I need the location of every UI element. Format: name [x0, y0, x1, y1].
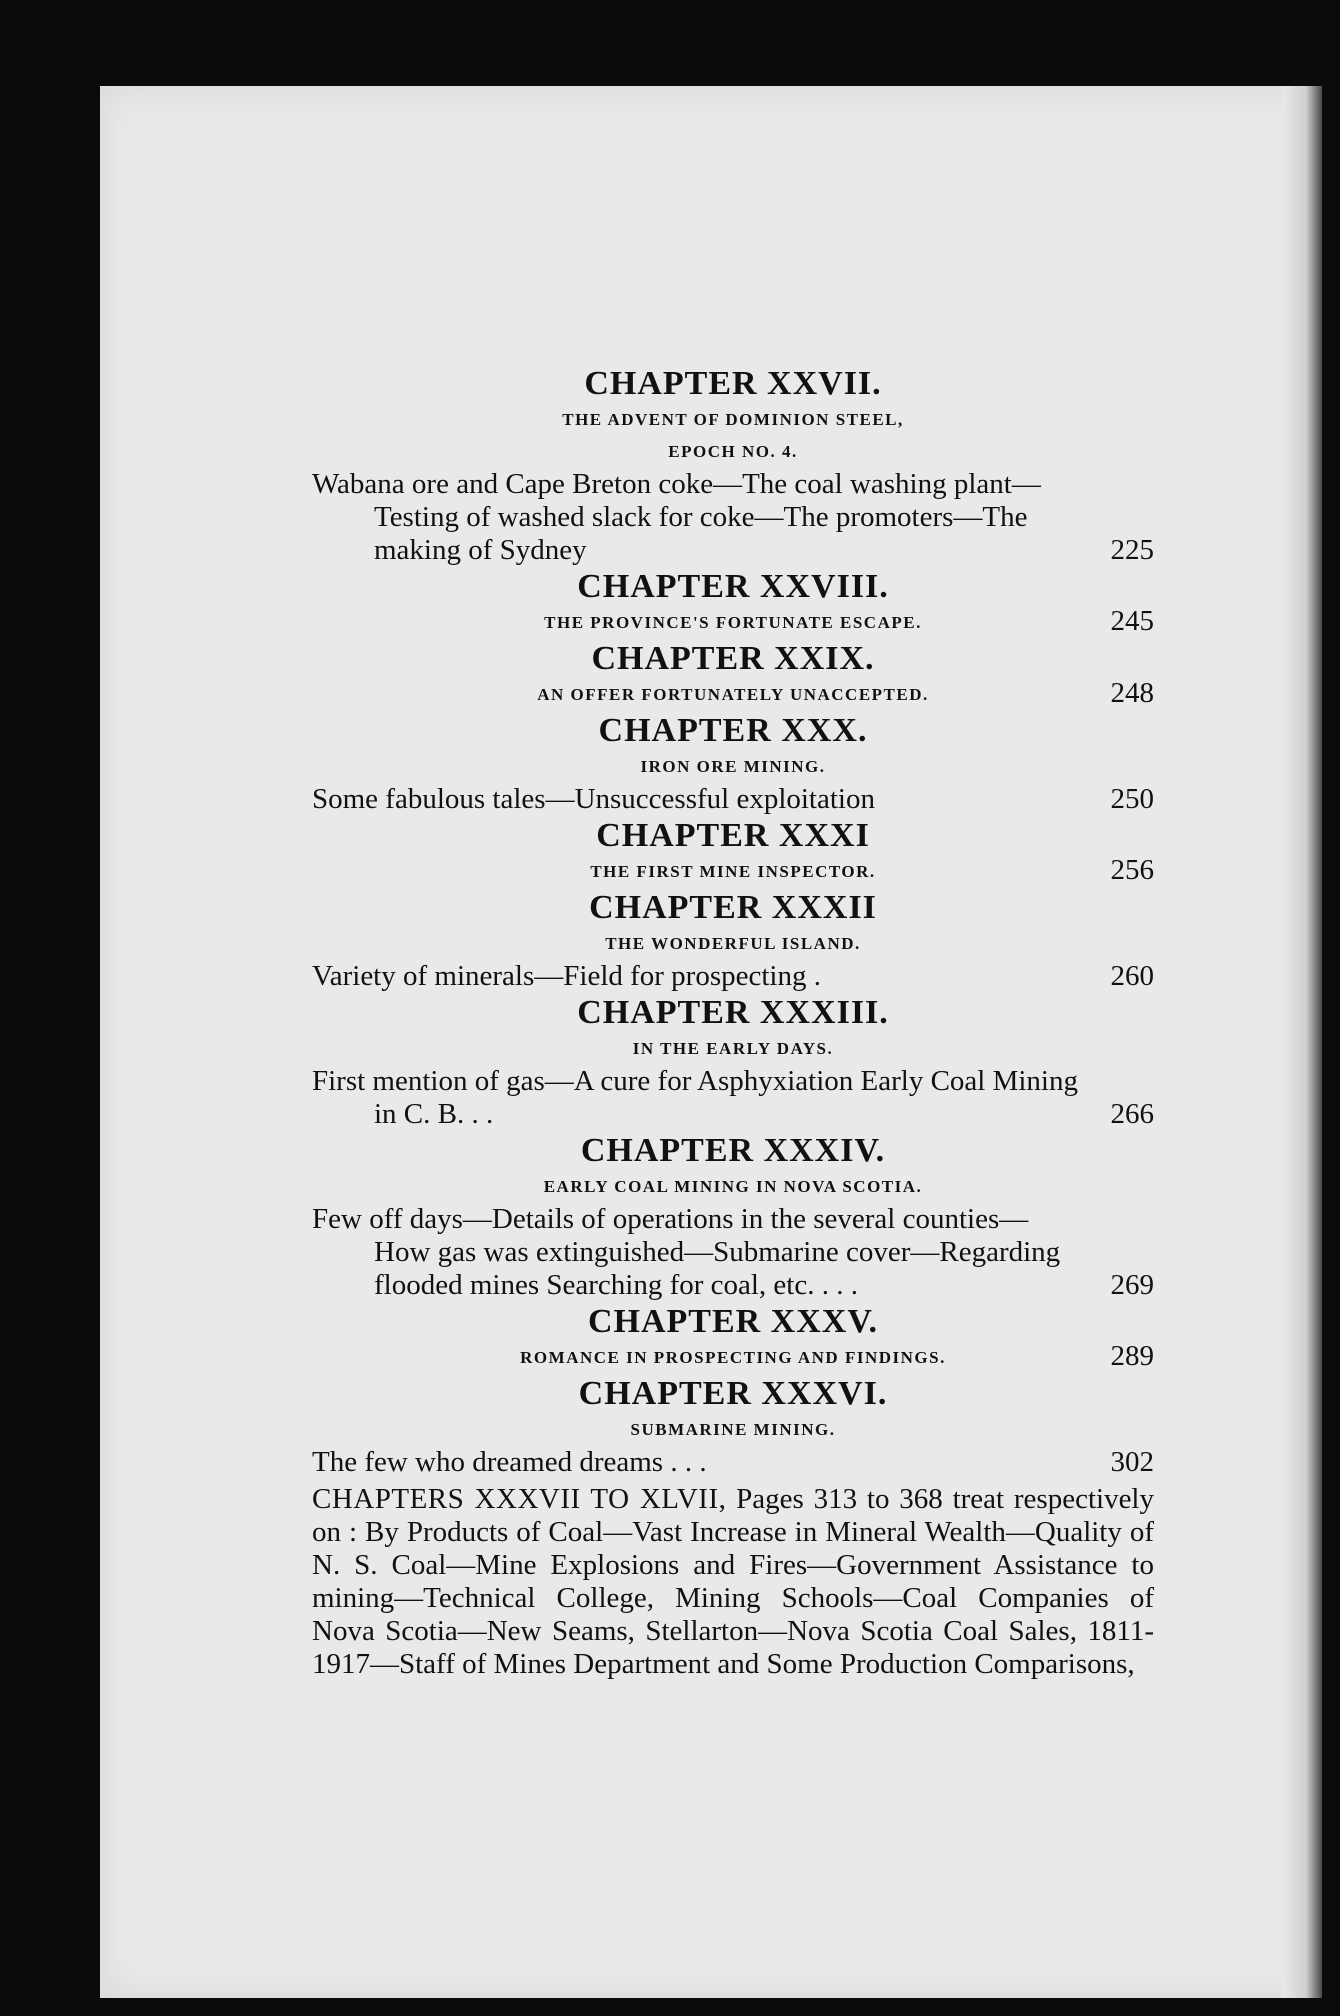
- chapter-title: CHAPTER XXXIII.: [577, 994, 889, 1031]
- chapter-subtitle: SUBMARINE MINING.: [630, 1420, 836, 1439]
- chapter-subtitle: THE ADVENT OF DOMINION STEEL,: [562, 410, 904, 429]
- toc-entry-text: Wabana ore and Cape Breton coke—The coal washing plant—Testing of washed slack for coke—The promoters—The making of Sydney: [312, 468, 1041, 566]
- page-number: 302: [1110, 1446, 1154, 1478]
- page-number: 256: [1110, 854, 1154, 886]
- toc-chapter: [312, 364, 1154, 567]
- chapters-summary: [312, 1483, 1154, 1681]
- toc-entry: [312, 1203, 1154, 1302]
- summary-text: Pages 313 to 368 treat respectively on : By Products of Coal—Vast Increase in Mineral Wealth—Quality of N. S. Coal—Mine Explosions and Fires—Government Assistance to mining—Technical College, Mining Schools—Coal Companies of Nova Scotia—New Seams, Stellarton—Nova Scotia Coal Sales, 1811-1917—Staff of Mines Department and Some Production Comparisons,: [312, 1483, 1154, 1680]
- page-number: 250: [1110, 783, 1154, 815]
- toc-chapter: [312, 711, 1154, 816]
- chapter-subtitle: THE FIRST MINE INSPECTOR. 256: [590, 854, 1154, 886]
- chapter-subtitle: IRON ORE MINING.: [640, 757, 826, 776]
- chapter-title: CHAPTER XXXV.: [587, 1303, 879, 1340]
- chapter-subtitle: IN THE EARLY DAYS.: [632, 1039, 834, 1058]
- chapter-title: CHAPTER XXX.: [598, 712, 868, 749]
- toc-entry-text: Few off days—Details of operations in the several counties—How gas was extinguished—Submarine cover—Regarding flooded mines Searching for coal, etc. . . .: [312, 1203, 1061, 1301]
- chapter-title: CHAPTER XXXII: [589, 889, 877, 926]
- page-number: 289: [1110, 1340, 1154, 1372]
- toc-entry-text: Some fabulous tales—Unsuccessful exploitation: [312, 783, 875, 815]
- toc-entry-text: First mention of gas—A cure for Asphyxiation Early Coal Mining in C. B. . .: [312, 1065, 1078, 1130]
- page-number: 266: [1110, 1098, 1154, 1130]
- chapter-subtitle: THE PROVINCE'S FORTUNATE ESCAPE. 245: [544, 605, 1154, 637]
- toc-chapter: [312, 1131, 1154, 1302]
- table-of-contents: [312, 364, 1154, 1710]
- toc-chapter: [312, 567, 1154, 639]
- page-edge-shadow: [1282, 86, 1322, 1998]
- toc-chapter: [312, 816, 1154, 888]
- chapter-subtitle: THE WONDERFUL ISLAND.: [605, 934, 861, 953]
- chapter-subtitle: AN OFFER FORTUNATELY UNACCEPTED. 248: [537, 677, 1154, 709]
- page-number: 248: [1110, 677, 1154, 709]
- page-number: 269: [1110, 1269, 1154, 1301]
- chapter-subtitle: EPOCH NO. 4.: [668, 442, 798, 461]
- chapter-title: CHAPTER XXIX.: [591, 640, 875, 677]
- chapter-subtitle: EARLY COAL MINING IN NOVA SCOTIA.: [543, 1177, 923, 1196]
- chapter-title: CHAPTER XXVIII.: [577, 568, 889, 605]
- toc-entry: [312, 1446, 1154, 1479]
- chapter-subtitle: ROMANCE IN PROSPECTING AND FINDINGS. 289: [520, 1340, 1154, 1372]
- toc-entry: [312, 960, 1154, 993]
- chapter-title: CHAPTER XXXI: [596, 817, 870, 854]
- toc-chapter: [312, 1302, 1154, 1374]
- page-number: 260: [1110, 960, 1154, 992]
- toc-chapter: [312, 993, 1154, 1131]
- summary-lead: CHAPTERS XXXVII TO XLVII,: [312, 1483, 727, 1515]
- chapter-title: CHAPTER XXVII.: [584, 365, 882, 402]
- chapter-title: CHAPTER XXXVI.: [578, 1375, 888, 1412]
- toc-entry: [312, 468, 1154, 567]
- toc-entry-text: Variety of minerals—Field for prospecting .: [312, 960, 821, 992]
- toc-entry: [312, 1065, 1154, 1131]
- chapter-title: CHAPTER XXXIV.: [580, 1132, 886, 1169]
- page-number: 225: [1110, 534, 1154, 566]
- toc-entry-text: The few who dreamed dreams . . .: [312, 1446, 707, 1478]
- toc-entry: [312, 783, 1154, 816]
- page-number: 245: [1110, 605, 1154, 637]
- toc-chapter: [312, 888, 1154, 993]
- book-page: [100, 86, 1322, 1998]
- toc-chapter: [312, 1374, 1154, 1479]
- toc-chapter: [312, 639, 1154, 711]
